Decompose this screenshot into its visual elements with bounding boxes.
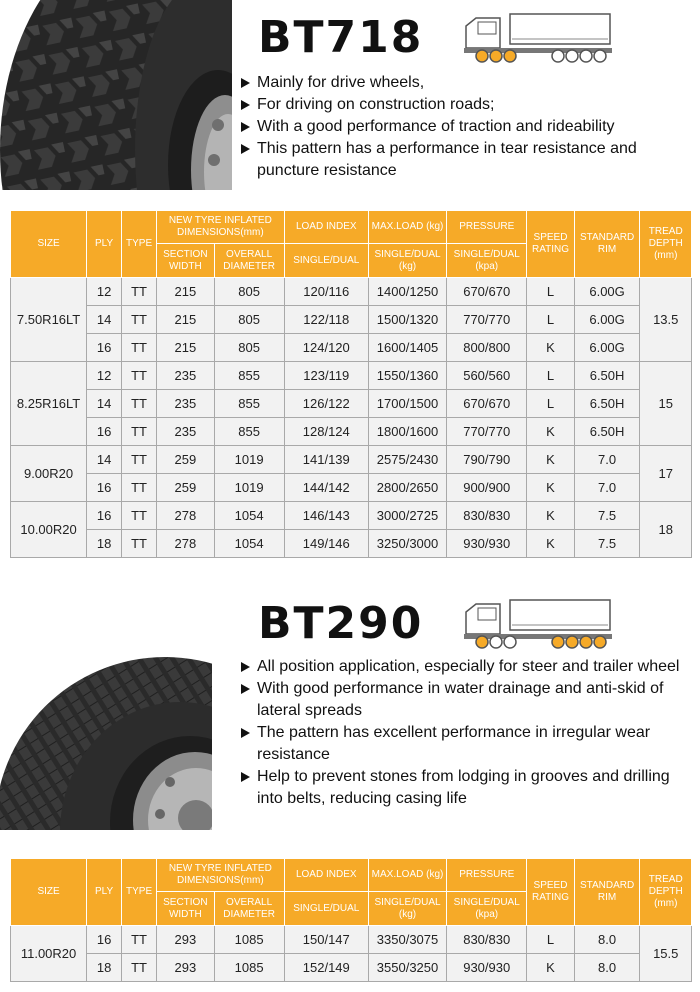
- header-dimensions: NEW TYRE INFLATED DIMENSIONS(mm): [157, 859, 285, 892]
- header-size: SIZE: [11, 211, 87, 278]
- header-tread-depth: TREAD DEPTH (mm): [640, 211, 692, 278]
- cell-standard-rim: 7.5: [574, 530, 640, 558]
- cell-type: TT: [122, 418, 157, 446]
- cell-section-width: 235: [157, 362, 215, 390]
- header-size: SIZE: [11, 859, 87, 926]
- spec-table: [10, 858, 692, 982]
- cell-section-width: 259: [157, 446, 215, 474]
- cell-ply: 18: [87, 954, 122, 982]
- feature-item: For driving on construction roads;: [240, 94, 690, 116]
- cell-load-index: 152/149: [284, 954, 368, 982]
- dump-truck-icon: [462, 10, 614, 64]
- cell-type: TT: [122, 390, 157, 418]
- spec-table: [10, 210, 692, 558]
- cell-overall-diameter: 805: [214, 306, 284, 334]
- cell-pressure: 830/830: [447, 926, 527, 954]
- table-row: [11, 502, 692, 530]
- cell-pressure: 770/770: [447, 306, 527, 334]
- spec-table-body: [11, 926, 692, 982]
- cell-overall-diameter: 805: [214, 278, 284, 306]
- header-section-width: SECTION WIDTH: [157, 892, 215, 926]
- cell-speed-rating: K: [527, 954, 574, 982]
- cell-max-load: 2575/2430: [368, 446, 446, 474]
- header-pressure: PRESSURE: [447, 211, 527, 244]
- table-row: [11, 362, 692, 390]
- cell-tread-depth: 18: [640, 502, 692, 558]
- cell-pressure: 770/770: [447, 418, 527, 446]
- cell-load-index: 141/139: [284, 446, 368, 474]
- cell-section-width: 278: [157, 502, 215, 530]
- cell-load-index: 122/118: [284, 306, 368, 334]
- cell-max-load: 1600/1405: [368, 334, 446, 362]
- header-type: TYPE: [122, 859, 157, 926]
- cell-load-index: 124/120: [284, 334, 368, 362]
- feature-item: With good performance in water drainage and anti-skid of lateral spreads: [240, 678, 690, 722]
- cell-max-load: 1700/1500: [368, 390, 446, 418]
- feature-item: Mainly for drive wheels,: [240, 72, 690, 94]
- cell-load-index: 120/116: [284, 278, 368, 306]
- model-title: BT718: [258, 12, 424, 63]
- feature-item: The pattern has excellent performance in irregular wear resistance: [240, 722, 690, 766]
- cell-speed-rating: K: [527, 446, 574, 474]
- cell-pressure: 830/830: [447, 502, 527, 530]
- cell-speed-rating: L: [527, 362, 574, 390]
- cell-type: TT: [122, 306, 157, 334]
- header-ply: PLY: [87, 859, 122, 926]
- feature-item: Help to prevent stones from lodging in grooves and drilling into belts, reducing casing life: [240, 766, 690, 810]
- cell-speed-rating: K: [527, 474, 574, 502]
- cell-type: TT: [122, 954, 157, 982]
- cell-pressure: 930/930: [447, 954, 527, 982]
- cell-pressure: 670/670: [447, 390, 527, 418]
- header-standard-rim: STANDARD RIM: [574, 211, 640, 278]
- cell-ply: 14: [87, 390, 122, 418]
- cell-overall-diameter: 855: [214, 362, 284, 390]
- model-title: BT290: [258, 598, 424, 649]
- cell-pressure: 930/930: [447, 530, 527, 558]
- cell-ply: 16: [87, 418, 122, 446]
- cell-standard-rim: 8.0: [574, 954, 640, 982]
- cell-max-load: 1800/1600: [368, 418, 446, 446]
- header-tread-depth: TREAD DEPTH (mm): [640, 859, 692, 926]
- cell-pressure: 670/670: [447, 278, 527, 306]
- cell-pressure: 800/800: [447, 334, 527, 362]
- cell-type: TT: [122, 278, 157, 306]
- cell-type: TT: [122, 926, 157, 954]
- feature-list: [240, 656, 690, 810]
- cell-speed-rating: K: [527, 530, 574, 558]
- cell-max-load: 3000/2725: [368, 502, 446, 530]
- cell-overall-diameter: 805: [214, 334, 284, 362]
- header-single-dual: SINGLE/DUAL: [284, 892, 368, 926]
- table-row: [11, 278, 692, 306]
- cell-standard-rim: 7.5: [574, 502, 640, 530]
- cell-section-width: 235: [157, 390, 215, 418]
- header-max-load: MAX.LOAD (kg): [368, 859, 446, 892]
- table-row: [11, 390, 692, 418]
- cell-size: 10.00R20: [11, 502, 87, 558]
- cell-speed-rating: L: [527, 278, 574, 306]
- cell-ply: 16: [87, 474, 122, 502]
- cell-ply: 14: [87, 446, 122, 474]
- cell-overall-diameter: 855: [214, 418, 284, 446]
- feature-list: [240, 72, 690, 182]
- header-speed-rating: SPEED RATING: [527, 211, 574, 278]
- cell-overall-diameter: 1019: [214, 474, 284, 502]
- cell-tread-depth: 15.5: [640, 926, 692, 982]
- cell-standard-rim: 6.50H: [574, 390, 640, 418]
- cell-ply: 12: [87, 278, 122, 306]
- header-type: TYPE: [122, 211, 157, 278]
- cell-overall-diameter: 1054: [214, 530, 284, 558]
- header-max-load: MAX.LOAD (kg): [368, 211, 446, 244]
- cell-size: 7.50R16LT: [11, 278, 87, 362]
- cell-type: TT: [122, 334, 157, 362]
- feature-item: All position application, especially for steer and trailer wheel: [240, 656, 690, 678]
- header-overall-diameter: OVERALL DIAMETER: [214, 892, 284, 926]
- table-row: [11, 926, 692, 954]
- cell-section-width: 215: [157, 306, 215, 334]
- cell-load-index: 126/122: [284, 390, 368, 418]
- table-row: [11, 474, 692, 502]
- header-load-index: LOAD INDEX: [284, 211, 368, 244]
- cell-standard-rim: 6.00G: [574, 334, 640, 362]
- cell-standard-rim: 7.0: [574, 446, 640, 474]
- feature-item: With a good performance of traction and rideability: [240, 116, 690, 138]
- feature-item: This pattern has a performance in tear resistance and puncture resistance: [240, 138, 690, 182]
- cell-size: 11.00R20: [11, 926, 87, 982]
- cell-overall-diameter: 1054: [214, 502, 284, 530]
- cell-pressure: 790/790: [447, 446, 527, 474]
- cell-type: TT: [122, 446, 157, 474]
- cell-standard-rim: 6.00G: [574, 306, 640, 334]
- cell-overall-diameter: 1085: [214, 926, 284, 954]
- cell-size: 8.25R16LT: [11, 362, 87, 446]
- header-single-dual: SINGLE/DUAL: [284, 244, 368, 278]
- cell-load-index: 128/124: [284, 418, 368, 446]
- cell-section-width: 215: [157, 278, 215, 306]
- table-row: [11, 306, 692, 334]
- cell-pressure: 560/560: [447, 362, 527, 390]
- header-pressure-sub: SINGLE/DUAL (kpa): [447, 244, 527, 278]
- table-row: [11, 334, 692, 362]
- header-pressure: PRESSURE: [447, 859, 527, 892]
- cell-load-index: 144/142: [284, 474, 368, 502]
- cell-load-index: 150/147: [284, 926, 368, 954]
- cell-load-index: 149/146: [284, 530, 368, 558]
- cell-max-load: 2800/2650: [368, 474, 446, 502]
- bt290-section: [0, 590, 700, 992]
- cell-section-width: 235: [157, 418, 215, 446]
- header-max-load-sub: SINGLE/DUAL (kg): [368, 892, 446, 926]
- spec-table-body: [11, 278, 692, 558]
- cell-load-index: 123/119: [284, 362, 368, 390]
- cell-standard-rim: 6.50H: [574, 418, 640, 446]
- cell-type: TT: [122, 502, 157, 530]
- cell-speed-rating: L: [527, 306, 574, 334]
- cell-section-width: 259: [157, 474, 215, 502]
- header-speed-rating: SPEED RATING: [527, 859, 574, 926]
- cell-ply: 12: [87, 362, 122, 390]
- cell-type: TT: [122, 362, 157, 390]
- table-row: [11, 530, 692, 558]
- header-standard-rim: STANDARD RIM: [574, 859, 640, 926]
- cell-max-load: 1500/1320: [368, 306, 446, 334]
- cell-ply: 16: [87, 334, 122, 362]
- cell-max-load: 3550/3250: [368, 954, 446, 982]
- cell-tread-depth: 17: [640, 446, 692, 502]
- tyre-photo-bt718: [0, 0, 232, 190]
- cell-speed-rating: K: [527, 418, 574, 446]
- cell-ply: 16: [87, 926, 122, 954]
- cell-type: TT: [122, 474, 157, 502]
- cell-overall-diameter: 1019: [214, 446, 284, 474]
- cell-overall-diameter: 1085: [214, 954, 284, 982]
- cell-max-load: 1550/1360: [368, 362, 446, 390]
- cell-tread-depth: 13.5: [640, 278, 692, 362]
- header-ply: PLY: [87, 211, 122, 278]
- header-dimensions: NEW TYRE INFLATED DIMENSIONS(mm): [157, 211, 285, 244]
- table-row: [11, 446, 692, 474]
- header-overall-diameter: OVERALL DIAMETER: [214, 244, 284, 278]
- cell-speed-rating: K: [527, 334, 574, 362]
- header-load-index: LOAD INDEX: [284, 859, 368, 892]
- cell-section-width: 293: [157, 926, 215, 954]
- cell-ply: 14: [87, 306, 122, 334]
- cell-speed-rating: L: [527, 926, 574, 954]
- cell-standard-rim: 7.0: [574, 474, 640, 502]
- cell-speed-rating: L: [527, 390, 574, 418]
- cell-standard-rim: 8.0: [574, 926, 640, 954]
- header-pressure-sub: SINGLE/DUAL (kpa): [447, 892, 527, 926]
- cell-section-width: 278: [157, 530, 215, 558]
- tyre-photo-bt290: [0, 642, 212, 830]
- cell-section-width: 293: [157, 954, 215, 982]
- cell-ply: 16: [87, 502, 122, 530]
- cell-ply: 18: [87, 530, 122, 558]
- table-row: [11, 954, 692, 982]
- cell-max-load: 3350/3075: [368, 926, 446, 954]
- header-section-width: SECTION WIDTH: [157, 244, 215, 278]
- cell-load-index: 146/143: [284, 502, 368, 530]
- cell-section-width: 215: [157, 334, 215, 362]
- cell-pressure: 900/900: [447, 474, 527, 502]
- cell-size: 9.00R20: [11, 446, 87, 502]
- cell-speed-rating: K: [527, 502, 574, 530]
- table-row: [11, 418, 692, 446]
- header-max-load-sub: SINGLE/DUAL (kg): [368, 244, 446, 278]
- cell-standard-rim: 6.50H: [574, 362, 640, 390]
- dump-truck-icon: [462, 596, 614, 650]
- cell-max-load: 1400/1250: [368, 278, 446, 306]
- cell-type: TT: [122, 530, 157, 558]
- cell-max-load: 3250/3000: [368, 530, 446, 558]
- cell-tread-depth: 15: [640, 362, 692, 446]
- cell-overall-diameter: 855: [214, 390, 284, 418]
- cell-standard-rim: 6.00G: [574, 278, 640, 306]
